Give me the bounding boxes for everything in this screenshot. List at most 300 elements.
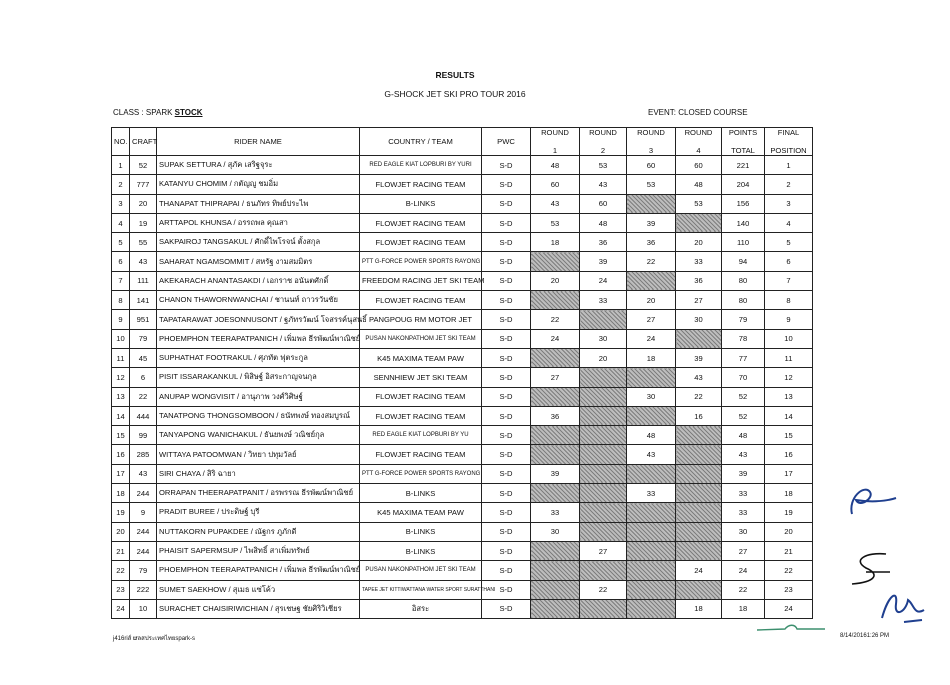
round-4-points: 18 bbox=[676, 599, 722, 618]
row-number: 19 bbox=[112, 503, 130, 522]
round-3-points: 53 bbox=[627, 175, 676, 194]
row-number: 1 bbox=[112, 156, 130, 175]
final-position: 3 bbox=[765, 194, 813, 213]
event-subtitle: G-SHOCK JET SKI PRO TOUR 2016 bbox=[384, 89, 526, 99]
round-3-points bbox=[627, 271, 676, 290]
team-name: PUSAN NAKONPATHOM JET SKI TEAM bbox=[360, 329, 482, 348]
round-3-points bbox=[627, 561, 676, 580]
pwc-class: S-D bbox=[482, 329, 531, 348]
round-1-points: 48 bbox=[531, 156, 580, 175]
table-row bbox=[112, 156, 813, 175]
rider-name: TANYAPONG WANICHAKUL / ธันยพงษ์ วณิชย์กุล bbox=[157, 426, 360, 445]
page-title: RESULTS bbox=[435, 70, 475, 80]
round-1-points: 60 bbox=[531, 175, 580, 194]
round-3-points bbox=[627, 541, 676, 560]
points-total: 79 bbox=[722, 310, 765, 329]
points-total: 18 bbox=[722, 599, 765, 618]
rider-name: SAKPAIROJ TANGSAKUL / ศักดิ์ไพโรจน์ ตั้งสกุล bbox=[157, 233, 360, 252]
round-1-points bbox=[531, 348, 580, 367]
team-name: PUSAN NAKONPATHOM JET SKI TEAM bbox=[360, 561, 482, 580]
rider-name: AKEKARACH ANANTASAKDI / เอกราช อนันตศักดิ์ bbox=[157, 271, 360, 290]
round-4-points bbox=[676, 329, 722, 348]
round-1-points bbox=[531, 561, 580, 580]
rider-name: ANUPAP WONGVISIT / อานุภาพ วงศ์วิศิษฐ์ bbox=[157, 387, 360, 406]
round-1-points: 27 bbox=[531, 368, 580, 387]
row-number: 3 bbox=[112, 194, 130, 213]
final-position: 8 bbox=[765, 291, 813, 310]
pwc-class: S-D bbox=[482, 387, 531, 406]
points-total: 33 bbox=[722, 503, 765, 522]
final-position: 13 bbox=[765, 387, 813, 406]
row-number: 24 bbox=[112, 599, 130, 618]
pwc-class: S-D bbox=[482, 561, 531, 580]
round-3-points bbox=[627, 368, 676, 387]
row-number: 2 bbox=[112, 175, 130, 194]
points-total: 70 bbox=[722, 368, 765, 387]
pwc-class: S-D bbox=[482, 291, 531, 310]
final-position: 23 bbox=[765, 580, 813, 599]
round-3-points bbox=[627, 522, 676, 541]
row-number: 22 bbox=[112, 561, 130, 580]
points-total: 39 bbox=[722, 464, 765, 483]
signature-1 bbox=[838, 478, 898, 520]
craft-number: 79 bbox=[130, 561, 157, 580]
pwc-class: S-D bbox=[482, 233, 531, 252]
final-position: 21 bbox=[765, 541, 813, 560]
round-3-points bbox=[627, 464, 676, 483]
round-1-points bbox=[531, 541, 580, 560]
round-4-points: 33 bbox=[676, 252, 722, 271]
row-number: 4 bbox=[112, 213, 130, 232]
final-position: 17 bbox=[765, 464, 813, 483]
table-row bbox=[112, 522, 813, 541]
pwc-class: S-D bbox=[482, 541, 531, 560]
rider-name: SAHARAT NGAMSOMMIT / สหรัฐ งามสมมิตร bbox=[157, 252, 360, 271]
round-1-points bbox=[531, 599, 580, 618]
row-number: 11 bbox=[112, 348, 130, 367]
footer-timestamp: 8/14/20161:26 PM bbox=[840, 633, 890, 639]
round-2-points: 27 bbox=[580, 541, 627, 560]
round-1-points: 36 bbox=[531, 406, 580, 425]
final-position: 7 bbox=[765, 271, 813, 290]
class-line bbox=[113, 108, 203, 117]
round-2-points: 39 bbox=[580, 252, 627, 271]
col-round-1: ROUND 1 bbox=[531, 128, 580, 156]
round-2-points: 53 bbox=[580, 156, 627, 175]
table-row bbox=[112, 271, 813, 290]
round-3-points: 30 bbox=[627, 387, 676, 406]
round-3-points bbox=[627, 599, 676, 618]
table-row bbox=[112, 503, 813, 522]
team-name: SENNHIEW JET SKI TEAM bbox=[360, 368, 482, 387]
team-name: FLOWJET RACING TEAM bbox=[360, 175, 482, 194]
team-name: B-LINKS bbox=[360, 541, 482, 560]
rider-name: SUMET SAEKHOW / สุเมธ แซ่โค้ว bbox=[157, 580, 360, 599]
round-3-points: 27 bbox=[627, 310, 676, 329]
team-name: B-LINKS bbox=[360, 484, 482, 503]
points-total: 43 bbox=[722, 445, 765, 464]
round-4-points: 22 bbox=[676, 387, 722, 406]
round-2-points bbox=[580, 599, 627, 618]
col-craft: CRAFT bbox=[130, 128, 157, 156]
rider-name: SURACHET CHAISIRIWICHIAN / สุรเชษฐ ชัยศิริวิเชียร bbox=[157, 599, 360, 618]
table-row bbox=[112, 541, 813, 560]
pwc-class: S-D bbox=[482, 580, 531, 599]
pwc-class: S-D bbox=[482, 599, 531, 618]
craft-number: 22 bbox=[130, 387, 157, 406]
round-4-points: 60 bbox=[676, 156, 722, 175]
round-1-points bbox=[531, 426, 580, 445]
round-2-points bbox=[580, 368, 627, 387]
col-no: NO. bbox=[112, 128, 130, 156]
round-4-points: 36 bbox=[676, 271, 722, 290]
table-row bbox=[112, 310, 813, 329]
round-1-points: 43 bbox=[531, 194, 580, 213]
pwc-class: S-D bbox=[482, 464, 531, 483]
points-total: 48 bbox=[722, 426, 765, 445]
craft-number: 10 bbox=[130, 599, 157, 618]
final-position: 5 bbox=[765, 233, 813, 252]
craft-number: 55 bbox=[130, 233, 157, 252]
pwc-class: S-D bbox=[482, 252, 531, 271]
col-round-2: ROUND 2 bbox=[580, 128, 627, 156]
final-position: 12 bbox=[765, 368, 813, 387]
round-4-points bbox=[676, 541, 722, 560]
table-row bbox=[112, 252, 813, 271]
final-position: 6 bbox=[765, 252, 813, 271]
table-row bbox=[112, 368, 813, 387]
rider-name: TANATPONG THONGSOMBOON / ธนัทพงษ์ ทองสมบูรณ์ bbox=[157, 406, 360, 425]
table-row bbox=[112, 213, 813, 232]
table-row bbox=[112, 329, 813, 348]
team-name: PANGPOUG RM MOTOR JET bbox=[360, 310, 482, 329]
table-row bbox=[112, 484, 813, 503]
row-number: 23 bbox=[112, 580, 130, 599]
rider-name: THANAPAT THIPRAPAI / ธนภัทร ทิพย์ประไพ bbox=[157, 194, 360, 213]
round-4-points bbox=[676, 484, 722, 503]
round-3-points: 48 bbox=[627, 426, 676, 445]
craft-number: 111 bbox=[130, 271, 157, 290]
col-pwc: PWC bbox=[482, 128, 531, 156]
row-number: 14 bbox=[112, 406, 130, 425]
row-number: 15 bbox=[112, 426, 130, 445]
points-total: 80 bbox=[722, 291, 765, 310]
row-number: 7 bbox=[112, 271, 130, 290]
final-position: 22 bbox=[765, 561, 813, 580]
craft-number: 444 bbox=[130, 406, 157, 425]
craft-number: 52 bbox=[130, 156, 157, 175]
table-row bbox=[112, 406, 813, 425]
team-name: B-LINKS bbox=[360, 194, 482, 213]
craft-number: 43 bbox=[130, 464, 157, 483]
pwc-class: S-D bbox=[482, 156, 531, 175]
points-total: 204 bbox=[722, 175, 765, 194]
craft-number: 19 bbox=[130, 213, 157, 232]
points-total: 30 bbox=[722, 522, 765, 541]
event-line: EVENT: CLOSED COURSE bbox=[648, 108, 748, 117]
results-body bbox=[112, 156, 813, 619]
table-row bbox=[112, 426, 813, 445]
round-3-points: 20 bbox=[627, 291, 676, 310]
round-4-points: 30 bbox=[676, 310, 722, 329]
round-4-points bbox=[676, 464, 722, 483]
rider-name: PISIT ISSARAKANKUL / พิสิษฐ์ อิสระกาญจนกุล bbox=[157, 368, 360, 387]
round-4-points: 20 bbox=[676, 233, 722, 252]
round-2-points: 43 bbox=[580, 175, 627, 194]
round-1-points: 30 bbox=[531, 522, 580, 541]
row-number: 13 bbox=[112, 387, 130, 406]
round-2-points bbox=[580, 406, 627, 425]
rider-name: ORRAPAN THEERAPATPANIT / อรพรรณ ธีรพัฒน์พาณิชย์ bbox=[157, 484, 360, 503]
round-1-points: 20 bbox=[531, 271, 580, 290]
round-2-points: 20 bbox=[580, 348, 627, 367]
craft-number: 45 bbox=[130, 348, 157, 367]
row-number: 6 bbox=[112, 252, 130, 271]
team-name: FLOWJET RACING TEAM bbox=[360, 387, 482, 406]
team-name: PTT G-FORCE POWER SPORTS RAYONG bbox=[360, 464, 482, 483]
craft-number: 20 bbox=[130, 194, 157, 213]
round-2-points: 30 bbox=[580, 329, 627, 348]
points-total: 52 bbox=[722, 387, 765, 406]
round-2-points bbox=[580, 310, 627, 329]
final-position: 11 bbox=[765, 348, 813, 367]
row-number: 9 bbox=[112, 310, 130, 329]
col-points-total: POINTS TOTAL bbox=[722, 128, 765, 156]
col-team: COUNTRY / TEAM bbox=[360, 128, 482, 156]
table-row bbox=[112, 599, 813, 618]
table-row bbox=[112, 580, 813, 599]
round-2-points bbox=[580, 426, 627, 445]
final-position: 10 bbox=[765, 329, 813, 348]
round-2-points: 33 bbox=[580, 291, 627, 310]
round-2-points bbox=[580, 464, 627, 483]
pwc-class: S-D bbox=[482, 368, 531, 387]
team-name: FLOWJET RACING TEAM bbox=[360, 233, 482, 252]
points-total: 94 bbox=[722, 252, 765, 271]
final-position: 4 bbox=[765, 213, 813, 232]
round-3-points: 39 bbox=[627, 213, 676, 232]
rider-name: TAPATARAWAT JOESONNUSONT / ฐภัทรวัฒน์ โจสรรค์นุสนธิ์ bbox=[157, 310, 360, 329]
rider-name: SUPAK SETTURA / สุภัค เสริฐจุระ bbox=[157, 156, 360, 175]
col-final-position: FINAL POSITION bbox=[765, 128, 813, 156]
rider-name: PHAISIT SAPERMSUP / ไพสิทธิ์ สาเพิ่มทรัพย์ bbox=[157, 541, 360, 560]
row-number: 17 bbox=[112, 464, 130, 483]
col-round-4: ROUND 4 bbox=[676, 128, 722, 156]
row-number: 20 bbox=[112, 522, 130, 541]
craft-number: 6 bbox=[130, 368, 157, 387]
team-name: FLOWJET RACING TEAM bbox=[360, 445, 482, 464]
round-4-points: 39 bbox=[676, 348, 722, 367]
table-row bbox=[112, 387, 813, 406]
craft-number: 141 bbox=[130, 291, 157, 310]
craft-number: 951 bbox=[130, 310, 157, 329]
row-number: 8 bbox=[112, 291, 130, 310]
round-1-points bbox=[531, 580, 580, 599]
points-total: 140 bbox=[722, 213, 765, 232]
round-3-points: 43 bbox=[627, 445, 676, 464]
final-position: 1 bbox=[765, 156, 813, 175]
team-name: RED EAGLE KIAT LOPBURI BY YURI bbox=[360, 156, 482, 175]
rider-name: PRADIT BUREE / ประดิษฐ์ บุรี bbox=[157, 503, 360, 522]
round-4-points: 43 bbox=[676, 368, 722, 387]
round-3-points bbox=[627, 580, 676, 599]
round-4-points bbox=[676, 580, 722, 599]
table-row bbox=[112, 445, 813, 464]
round-1-points: 53 bbox=[531, 213, 580, 232]
pwc-class: S-D bbox=[482, 310, 531, 329]
table-row bbox=[112, 194, 813, 213]
round-4-points: 27 bbox=[676, 291, 722, 310]
craft-number: 777 bbox=[130, 175, 157, 194]
craft-number: 244 bbox=[130, 484, 157, 503]
row-number: 18 bbox=[112, 484, 130, 503]
craft-number: 222 bbox=[130, 580, 157, 599]
col-round-3: ROUND 3 bbox=[627, 128, 676, 156]
round-3-points: 36 bbox=[627, 233, 676, 252]
round-3-points: 60 bbox=[627, 156, 676, 175]
points-total: 110 bbox=[722, 233, 765, 252]
round-2-points: 60 bbox=[580, 194, 627, 213]
rider-name: SIRI CHAYA / สิริ ฉายา bbox=[157, 464, 360, 483]
points-total: 33 bbox=[722, 484, 765, 503]
round-2-points bbox=[580, 387, 627, 406]
points-total: 221 bbox=[722, 156, 765, 175]
round-2-points bbox=[580, 484, 627, 503]
green-pen-mark bbox=[755, 620, 827, 634]
pwc-class: S-D bbox=[482, 406, 531, 425]
rider-name: NUTTAKORN PUPAKDEE / ณัฐกร ภูภักดี bbox=[157, 522, 360, 541]
pwc-class: S-D bbox=[482, 175, 531, 194]
rider-name: PHOEMPHON TEERAPATPANICH / เพิ่มพล ธีรพัฒน์พาณิชย์ bbox=[157, 329, 360, 348]
round-3-points bbox=[627, 194, 676, 213]
round-1-points bbox=[531, 484, 580, 503]
points-total: 78 bbox=[722, 329, 765, 348]
class-value: STOCK bbox=[174, 108, 203, 117]
row-number: 10 bbox=[112, 329, 130, 348]
final-position: 18 bbox=[765, 484, 813, 503]
final-position: 15 bbox=[765, 426, 813, 445]
round-1-points bbox=[531, 445, 580, 464]
final-position: 14 bbox=[765, 406, 813, 425]
team-name: K45 MAXIMA TEAM PAW bbox=[360, 503, 482, 522]
round-1-points: 33 bbox=[531, 503, 580, 522]
footer-file-label: j416riส์ ຜลสประเทศไทยspark-s bbox=[113, 636, 196, 642]
round-3-points: 24 bbox=[627, 329, 676, 348]
final-position: 20 bbox=[765, 522, 813, 541]
round-2-points: 36 bbox=[580, 233, 627, 252]
rider-name: ARTTAPOL KHUNSA / อรรถพล คุณสา bbox=[157, 213, 360, 232]
pwc-class: S-D bbox=[482, 484, 531, 503]
row-number: 12 bbox=[112, 368, 130, 387]
round-3-points bbox=[627, 503, 676, 522]
team-name: K45 MAXIMA TEAM PAW bbox=[360, 348, 482, 367]
round-1-points bbox=[531, 252, 580, 271]
points-total: 22 bbox=[722, 580, 765, 599]
row-number: 16 bbox=[112, 445, 130, 464]
round-4-points bbox=[676, 445, 722, 464]
table-row bbox=[112, 291, 813, 310]
pwc-class: S-D bbox=[482, 445, 531, 464]
table-row bbox=[112, 233, 813, 252]
team-name: FLOWJET RACING TEAM bbox=[360, 213, 482, 232]
round-1-points bbox=[531, 387, 580, 406]
pwc-class: S-D bbox=[482, 426, 531, 445]
round-4-points bbox=[676, 503, 722, 522]
pwc-class: S-D bbox=[482, 271, 531, 290]
team-name: B-LINKS bbox=[360, 522, 482, 541]
signature-3 bbox=[874, 582, 934, 630]
rider-name: PHOEMPHON TEERAPATPANICH / เพิ่มพล ธีรพัฒน์พาณิชย์ bbox=[157, 561, 360, 580]
final-position: 16 bbox=[765, 445, 813, 464]
team-name: FLOWJET RACING TEAM bbox=[360, 291, 482, 310]
round-4-points: 48 bbox=[676, 175, 722, 194]
round-4-points: 16 bbox=[676, 406, 722, 425]
pwc-class: S-D bbox=[482, 213, 531, 232]
final-position: 2 bbox=[765, 175, 813, 194]
rider-name: WITTAYA PATOOMWAN / วิทยา ปทุมวัลย์ bbox=[157, 445, 360, 464]
rider-name: SUPHATHAT FOOTRAKUL / ศุภทัต ฟุตระกูล bbox=[157, 348, 360, 367]
round-3-points bbox=[627, 406, 676, 425]
team-name: อิสระ bbox=[360, 599, 482, 618]
craft-number: 9 bbox=[130, 503, 157, 522]
round-2-points: 24 bbox=[580, 271, 627, 290]
round-2-points bbox=[580, 503, 627, 522]
team-name: PTT G-FORCE POWER SPORTS RAYONG bbox=[360, 252, 482, 271]
craft-number: 285 bbox=[130, 445, 157, 464]
craft-number: 43 bbox=[130, 252, 157, 271]
craft-number: 244 bbox=[130, 522, 157, 541]
points-total: 80 bbox=[722, 271, 765, 290]
round-2-points bbox=[580, 561, 627, 580]
round-2-points bbox=[580, 445, 627, 464]
rider-name: CHANON THAWORNWANCHAI / ชานนท์ ถาวรวันชัย bbox=[157, 291, 360, 310]
round-3-points: 18 bbox=[627, 348, 676, 367]
craft-number: 99 bbox=[130, 426, 157, 445]
round-1-points: 24 bbox=[531, 329, 580, 348]
rider-name: KATANYU CHOMIM / กตัญญู ชมอิ่ม bbox=[157, 175, 360, 194]
table-row bbox=[112, 561, 813, 580]
round-4-points bbox=[676, 213, 722, 232]
pwc-class: S-D bbox=[482, 522, 531, 541]
points-total: 24 bbox=[722, 561, 765, 580]
table-row bbox=[112, 464, 813, 483]
round-1-points: 18 bbox=[531, 233, 580, 252]
round-4-points: 53 bbox=[676, 194, 722, 213]
pwc-class: S-D bbox=[482, 503, 531, 522]
col-rider: RIDER NAME bbox=[157, 128, 360, 156]
round-2-points: 22 bbox=[580, 580, 627, 599]
team-name: TAPEE JET KITTIWATTANA WATER SPORT SURATTHANI bbox=[360, 580, 482, 599]
results-table bbox=[111, 127, 813, 619]
table-row bbox=[112, 175, 813, 194]
round-4-points bbox=[676, 426, 722, 445]
points-total: 77 bbox=[722, 348, 765, 367]
team-name: RED EAGLE KIAT LOPBURI BY YU bbox=[360, 426, 482, 445]
round-4-points bbox=[676, 522, 722, 541]
points-total: 156 bbox=[722, 194, 765, 213]
round-1-points bbox=[531, 291, 580, 310]
final-position: 24 bbox=[765, 599, 813, 618]
round-1-points: 22 bbox=[531, 310, 580, 329]
pwc-class: S-D bbox=[482, 194, 531, 213]
pwc-class: S-D bbox=[482, 348, 531, 367]
round-1-points: 39 bbox=[531, 464, 580, 483]
round-2-points: 48 bbox=[580, 213, 627, 232]
round-4-points: 24 bbox=[676, 561, 722, 580]
round-2-points bbox=[580, 522, 627, 541]
class-label: CLASS : SPARK bbox=[113, 108, 173, 117]
team-name: FREEDOM RACING JET SKI TEAM bbox=[360, 271, 482, 290]
